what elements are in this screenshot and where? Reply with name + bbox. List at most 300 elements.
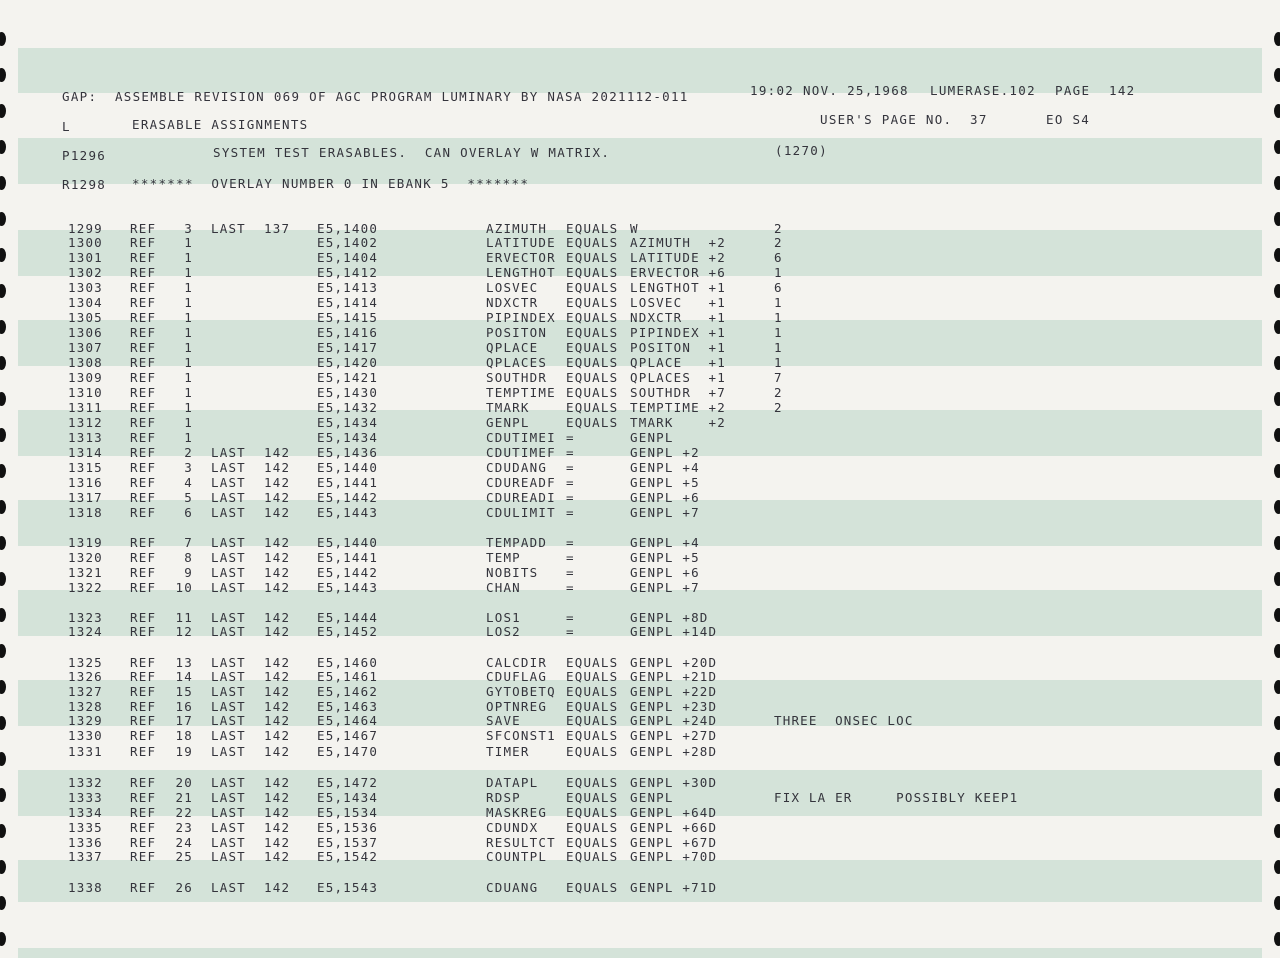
- cell-count: 16: [175, 699, 193, 714]
- cell-page: 142: [264, 820, 291, 835]
- sprocket-hole: [0, 176, 6, 190]
- cell-operand: GENPL +71D: [630, 880, 718, 895]
- cell-addr: E5,1441: [317, 475, 379, 490]
- user-page-number: USER'S PAGE NO. 37: [820, 112, 988, 127]
- sprocket-hole: [0, 104, 6, 118]
- cell-cmt: 7: [774, 370, 783, 385]
- cell-line: 1317: [68, 490, 103, 505]
- cell-last: LAST: [211, 490, 246, 505]
- cell-count: 14: [175, 669, 193, 684]
- table-row: [0, 356, 1280, 371]
- cell-ref: REF: [130, 340, 157, 355]
- cell-page: 142: [264, 849, 291, 864]
- cell-operand: GENPL +27D: [630, 728, 718, 743]
- cell-symbol: CDUFLAG: [486, 669, 548, 684]
- cell-line: 1322: [68, 580, 103, 595]
- cell-ref: REF: [130, 280, 157, 295]
- cell-op: EQUALS: [566, 669, 619, 684]
- table-row: [0, 506, 1280, 521]
- cell-line: 1314: [68, 445, 103, 460]
- cell-addr: E5,1442: [317, 565, 379, 580]
- cell-last: LAST: [211, 849, 246, 864]
- cell-count: 1: [184, 400, 193, 415]
- cell-line: 1307: [68, 340, 103, 355]
- cell-page: 137: [264, 221, 291, 236]
- cell-operand: GENPL +70D: [630, 849, 718, 864]
- cell-symbol: LOS2: [486, 624, 521, 639]
- cell-addr: E5,1464: [317, 713, 379, 728]
- cell-count: 21: [175, 790, 193, 805]
- cell-count: 3: [184, 460, 193, 475]
- cell-operand: GENPL +24D: [630, 713, 718, 728]
- cell-last: LAST: [211, 655, 246, 670]
- cell-cmt: 2: [774, 221, 783, 236]
- cell-symbol: CDUNDX: [486, 820, 539, 835]
- cell-symbol: PIPINDEX: [486, 310, 556, 325]
- cell-op: EQUALS: [566, 655, 619, 670]
- cell-op: EQUALS: [566, 820, 619, 835]
- cell-page: 142: [264, 610, 291, 625]
- cell-line: 1315: [68, 460, 103, 475]
- cell-addr: E5,1444: [317, 610, 379, 625]
- r-line-number: R1298: [62, 177, 107, 192]
- sprocket-hole: [0, 896, 6, 910]
- cell-count: 10: [175, 580, 193, 595]
- cell-ref: REF: [130, 370, 157, 385]
- cell-count: 24: [175, 835, 193, 850]
- cell-last: LAST: [211, 744, 246, 759]
- cell-count: 1: [184, 415, 193, 430]
- sprocket-hole: [1274, 932, 1280, 946]
- cell-op: EQUALS: [566, 280, 619, 295]
- cell-cmt: 6: [774, 280, 783, 295]
- cell-symbol: CDUDANG: [486, 460, 548, 475]
- cell-op: =: [566, 445, 575, 460]
- cell-ref: REF: [130, 713, 157, 728]
- cell-op: EQUALS: [566, 265, 619, 280]
- cell-op: EQUALS: [566, 790, 619, 805]
- cell-operand: SOUTHDR +7: [630, 385, 726, 400]
- cell-page: 142: [264, 624, 291, 639]
- p-line-number: P1296: [62, 148, 107, 163]
- cell-count: 18: [175, 728, 193, 743]
- cell-ref: REF: [130, 460, 157, 475]
- cell-op: =: [566, 580, 575, 595]
- cell-line: 1299: [68, 221, 103, 236]
- cell-symbol: CHAN: [486, 580, 521, 595]
- sprocket-hole: [1274, 176, 1280, 190]
- sprocket-hole: [0, 140, 6, 154]
- table-row: [0, 551, 1280, 566]
- section-title: ERASABLE ASSIGNMENTS: [132, 117, 309, 132]
- cell-op: EQUALS: [566, 325, 619, 340]
- cell-cmt: 1: [774, 340, 783, 355]
- cell-addr: E5,1440: [317, 460, 379, 475]
- sprocket-hole: [1274, 68, 1280, 82]
- cell-addr: E5,1432: [317, 400, 379, 415]
- cell-line: 1333: [68, 790, 103, 805]
- cell-line: 1324: [68, 624, 103, 639]
- table-row: [0, 476, 1280, 491]
- cell-operand: QPLACE +1: [630, 355, 726, 370]
- cell-cmt: 2: [774, 400, 783, 415]
- cell-addr: E5,1463: [317, 699, 379, 714]
- source-file-name: LUMERASE.102: [930, 83, 1036, 98]
- cell-op: EQUALS: [566, 355, 619, 370]
- cell-line: 1327: [68, 684, 103, 699]
- cell-operand: GENPL +5: [630, 550, 700, 565]
- cell-page: 142: [264, 565, 291, 580]
- cell-line: 1303: [68, 280, 103, 295]
- cell-count: 1: [184, 280, 193, 295]
- cell-last: LAST: [211, 580, 246, 595]
- cell-last: LAST: [211, 535, 246, 550]
- cell-op: EQUALS: [566, 221, 619, 236]
- cell-ref: REF: [130, 355, 157, 370]
- cell-operand: GENPL +4: [630, 535, 700, 550]
- cell-last: LAST: [211, 505, 246, 520]
- cell-op: EQUALS: [566, 728, 619, 743]
- table-row: [0, 236, 1280, 251]
- cell-op: EQUALS: [566, 835, 619, 850]
- cell-page: 142: [264, 580, 291, 595]
- cell-operand: NDXCTR +1: [630, 310, 726, 325]
- cell-op: =: [566, 460, 575, 475]
- cell-page: 142: [264, 490, 291, 505]
- cell-line: 1312: [68, 415, 103, 430]
- table-row: [0, 281, 1280, 296]
- cell-symbol: GENPL: [486, 415, 530, 430]
- cell-ref: REF: [130, 775, 157, 790]
- cell-ref: REF: [130, 624, 157, 639]
- cell-op: EQUALS: [566, 713, 619, 728]
- cell-symbol: NDXCTR: [486, 295, 539, 310]
- cell-operand: GENPL +21D: [630, 669, 718, 684]
- cell-count: 1: [184, 310, 193, 325]
- cell-ref: REF: [130, 400, 157, 415]
- cell-count: 23: [175, 820, 193, 835]
- table-row: [0, 536, 1280, 551]
- cell-line: 1305: [68, 310, 103, 325]
- cell-addr: E5,1434: [317, 415, 379, 430]
- cell-symbol: ERVECTOR: [486, 250, 556, 265]
- cell-last: LAST: [211, 805, 246, 820]
- cell-count: 1: [184, 265, 193, 280]
- cell-line: 1308: [68, 355, 103, 370]
- cell-ref: REF: [130, 744, 157, 759]
- cell-count: 9: [184, 565, 193, 580]
- cell-op: =: [566, 610, 575, 625]
- cell-operand: W: [630, 221, 639, 236]
- table-row: [0, 326, 1280, 341]
- cell-page: 142: [264, 535, 291, 550]
- cell-count: 5: [184, 490, 193, 505]
- cell-ref: REF: [130, 655, 157, 670]
- cell-symbol: CDUREADF: [486, 475, 556, 490]
- cell-symbol: TMARK: [486, 400, 530, 415]
- p-line-comment: SYSTEM TEST ERASABLES. CAN OVERLAY W MATRIX.: [213, 145, 611, 160]
- cell-addr: E5,1415: [317, 310, 379, 325]
- table-row: [0, 821, 1280, 836]
- cell-operand: GENPL +64D: [630, 805, 718, 820]
- cell-op: EQUALS: [566, 744, 619, 759]
- cell-symbol: AZIMUTH: [486, 221, 548, 236]
- cell-line: 1311: [68, 400, 103, 415]
- cell-page: 142: [264, 775, 291, 790]
- sprocket-hole: [1274, 140, 1280, 154]
- cell-line: 1306: [68, 325, 103, 340]
- cell-addr: E5,1543: [317, 880, 379, 895]
- cell-line: 1328: [68, 699, 103, 714]
- cell-operand: GENPL +2: [630, 445, 700, 460]
- cell-symbol: DATAPL: [486, 775, 539, 790]
- cell-operand: GENPL +8D: [630, 610, 709, 625]
- cell-count: 12: [175, 624, 193, 639]
- cell-addr: E5,1430: [317, 385, 379, 400]
- cell-addr: E5,1443: [317, 580, 379, 595]
- cell-symbol: LOSVEC: [486, 280, 539, 295]
- cell-symbol: TEMPADD: [486, 535, 548, 550]
- cell-ref: REF: [130, 880, 157, 895]
- cell-count: 2: [184, 445, 193, 460]
- cell-page: 142: [264, 699, 291, 714]
- cell-addr: E5,1462: [317, 684, 379, 699]
- cell-operand: GENPL +66D: [630, 820, 718, 835]
- cell-cmt: 1: [774, 325, 783, 340]
- cell-line: 1301: [68, 250, 103, 265]
- cell-operand: GENPL: [630, 790, 674, 805]
- cell-ref: REF: [130, 535, 157, 550]
- cell-operand: LATITUDE +2: [630, 250, 726, 265]
- cell-operand: GENPL +6: [630, 565, 700, 580]
- cell-ref: REF: [130, 849, 157, 864]
- cell-line: 1320: [68, 550, 103, 565]
- listing-code: EO S4: [1046, 112, 1091, 127]
- cell-ref: REF: [130, 310, 157, 325]
- table-row: [0, 416, 1280, 431]
- cell-operand: GENPL +14D: [630, 624, 718, 639]
- cell-page: 142: [264, 713, 291, 728]
- cell-symbol: COUNTPL: [486, 849, 548, 864]
- cell-count: 1: [184, 295, 193, 310]
- table-row: [0, 386, 1280, 401]
- cell-line: 1309: [68, 370, 103, 385]
- cell-addr: E5,1470: [317, 744, 379, 759]
- cell-line: 1318: [68, 505, 103, 520]
- cell-ref: REF: [130, 415, 157, 430]
- cell-page: 142: [264, 744, 291, 759]
- cell-last: LAST: [211, 684, 246, 699]
- cell-addr: E5,1404: [317, 250, 379, 265]
- cell-op: =: [566, 430, 575, 445]
- cell-ref: REF: [130, 580, 157, 595]
- cell-last: LAST: [211, 565, 246, 580]
- cell-line: 1334: [68, 805, 103, 820]
- cell-count: 13: [175, 655, 193, 670]
- cell-line: 1337: [68, 849, 103, 864]
- sprocket-hole: [1274, 104, 1280, 118]
- cell-addr: E5,1534: [317, 805, 379, 820]
- cell-count: 1: [184, 250, 193, 265]
- cell-op: EQUALS: [566, 370, 619, 385]
- table-row: [0, 251, 1280, 266]
- cell-count: 1: [184, 355, 193, 370]
- cell-page: 142: [264, 728, 291, 743]
- cell-operand: GENPL +6: [630, 490, 700, 505]
- cell-symbol: CDUTIMEF: [486, 445, 556, 460]
- cell-count: 4: [184, 475, 193, 490]
- table-row: [0, 745, 1280, 760]
- cell-page: 142: [264, 445, 291, 460]
- cell-addr: E5,1414: [317, 295, 379, 310]
- cell-line: 1336: [68, 835, 103, 850]
- cell-last: LAST: [211, 669, 246, 684]
- cell-line: 1338: [68, 880, 103, 895]
- cell-op: EQUALS: [566, 295, 619, 310]
- cell-op: EQUALS: [566, 385, 619, 400]
- cell-line: 1331: [68, 744, 103, 759]
- cell-line: 1330: [68, 728, 103, 743]
- cell-ref: REF: [130, 610, 157, 625]
- cell-last: LAST: [211, 445, 246, 460]
- cell-operand: GENPL +28D: [630, 744, 718, 759]
- cell-symbol: CDUREADI: [486, 490, 556, 505]
- cell-ref: REF: [130, 820, 157, 835]
- cell-operand: PIPINDEX +1: [630, 325, 726, 340]
- cell-addr: E5,1440: [317, 535, 379, 550]
- cell-line: 1304: [68, 295, 103, 310]
- cell-page: 142: [264, 880, 291, 895]
- cell-ref: REF: [130, 684, 157, 699]
- cell-page: 142: [264, 505, 291, 520]
- cell-last: LAST: [211, 610, 246, 625]
- cell-addr: E5,1441: [317, 550, 379, 565]
- cell-last: LAST: [211, 460, 246, 475]
- cell-ref: REF: [130, 221, 157, 236]
- cell-page: 142: [264, 790, 291, 805]
- cell-addr: E5,1412: [317, 265, 379, 280]
- table-row: [0, 431, 1280, 446]
- cell-addr: E5,1442: [317, 490, 379, 505]
- table-row: [0, 670, 1280, 685]
- cell-count: 6: [184, 505, 193, 520]
- cell-line: 1326: [68, 669, 103, 684]
- table-row: [0, 266, 1280, 281]
- cell-symbol: TIMER: [486, 744, 530, 759]
- cell-ref: REF: [130, 805, 157, 820]
- table-row: [0, 714, 1280, 729]
- table-row: [0, 491, 1280, 506]
- cell-count: 15: [175, 684, 193, 699]
- overlay-banner: ******* OVERLAY NUMBER 0 IN EBANK 5 *******: [132, 176, 530, 191]
- cell-addr: E5,1472: [317, 775, 379, 790]
- cell-ref: REF: [130, 430, 157, 445]
- cell-last: LAST: [211, 713, 246, 728]
- cell-cmt: 2: [774, 235, 783, 250]
- cell-addr: E5,1443: [317, 505, 379, 520]
- cell-count: 1: [184, 235, 193, 250]
- table-row: [0, 446, 1280, 461]
- cell-op: EQUALS: [566, 310, 619, 325]
- cell-cmt: FIX LA ER POSSIBLY KEEP1: [774, 790, 1019, 805]
- cell-count: 1: [184, 370, 193, 385]
- cell-addr: E5,1434: [317, 430, 379, 445]
- cell-op: EQUALS: [566, 849, 619, 864]
- table-row: [0, 850, 1280, 865]
- cell-addr: E5,1413: [317, 280, 379, 295]
- cell-last: LAST: [211, 728, 246, 743]
- cell-symbol: LENGTHOT: [486, 265, 556, 280]
- cell-operand: ERVECTOR +6: [630, 265, 726, 280]
- cell-symbol: CDULIMIT: [486, 505, 556, 520]
- cell-operand: GENPL +7: [630, 505, 700, 520]
- cell-op: =: [566, 550, 575, 565]
- cell-symbol: GYTOBETQ: [486, 684, 556, 699]
- table-row: [0, 776, 1280, 791]
- print-timestamp: 19:02 NOV. 25,1968: [750, 83, 909, 98]
- sprocket-hole: [0, 68, 6, 82]
- table-row: [0, 401, 1280, 416]
- cell-count: 19: [175, 744, 193, 759]
- cell-op: =: [566, 565, 575, 580]
- cell-operand: GENPL +30D: [630, 775, 718, 790]
- cell-ref: REF: [130, 505, 157, 520]
- cell-addr: E5,1420: [317, 355, 379, 370]
- cell-count: 7: [184, 535, 193, 550]
- cell-count: 8: [184, 550, 193, 565]
- assembly-title: GAP: ASSEMBLE REVISION 069 OF AGC PROGRAM LUMINARY BY NASA 2021112-011: [62, 89, 689, 104]
- table-row: [0, 461, 1280, 476]
- cell-operand: POSITON +1: [630, 340, 726, 355]
- cell-ref: REF: [130, 835, 157, 850]
- cell-symbol: TEMPTIME: [486, 385, 556, 400]
- cell-ref: REF: [130, 669, 157, 684]
- cell-ref: REF: [130, 550, 157, 565]
- cell-count: 1: [184, 385, 193, 400]
- cell-count: 17: [175, 713, 193, 728]
- cell-line: 1310: [68, 385, 103, 400]
- cell-page: 142: [264, 655, 291, 670]
- cell-count: 1: [184, 430, 193, 445]
- cell-addr: E5,1536: [317, 820, 379, 835]
- cell-symbol: TEMP: [486, 550, 521, 565]
- cell-addr: E5,1452: [317, 624, 379, 639]
- cell-op: EQUALS: [566, 684, 619, 699]
- cell-last: LAST: [211, 624, 246, 639]
- cell-operand: GENPL +7: [630, 580, 700, 595]
- sprocket-hole: [1274, 896, 1280, 910]
- cell-operand: GENPL +67D: [630, 835, 718, 850]
- cell-symbol: OPTNREG: [486, 699, 548, 714]
- cell-count: 1: [184, 340, 193, 355]
- cell-page: 142: [264, 460, 291, 475]
- page-number: 142: [1109, 83, 1136, 98]
- table-row: [0, 881, 1280, 896]
- cell-operand: TMARK +2: [630, 415, 726, 430]
- table-row: [0, 729, 1280, 744]
- cell-last: LAST: [211, 790, 246, 805]
- cell-operand: GENPL: [630, 430, 674, 445]
- cell-ref: REF: [130, 699, 157, 714]
- green-band: [18, 948, 1262, 958]
- cell-operand: GENPL +5: [630, 475, 700, 490]
- cell-line: 1323: [68, 610, 103, 625]
- cell-op: =: [566, 505, 575, 520]
- cell-page: 142: [264, 684, 291, 699]
- cell-ref: REF: [130, 445, 157, 460]
- cell-addr: E5,1460: [317, 655, 379, 670]
- cell-op: EQUALS: [566, 235, 619, 250]
